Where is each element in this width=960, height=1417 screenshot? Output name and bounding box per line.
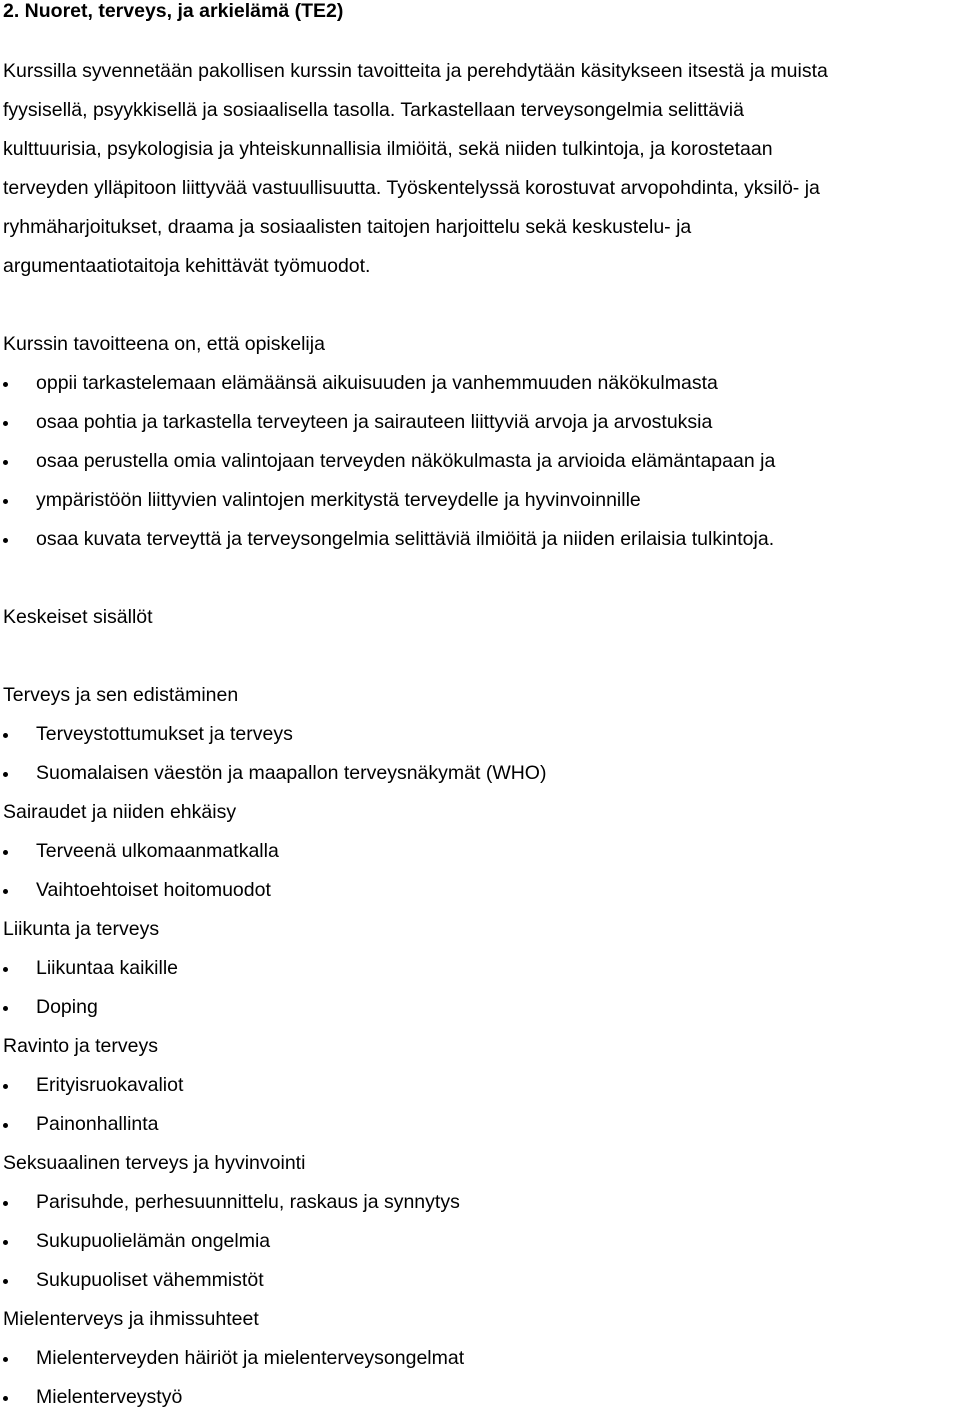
goals-title: Kurssin tavoitteena on, että opiskelija [3, 333, 325, 355]
bullet-icon [3, 733, 8, 738]
bullet-icon [3, 460, 8, 465]
list-item-text: Painonhallinta [36, 1113, 159, 1135]
bullet-icon [3, 1240, 8, 1245]
list-item-text: oppii tarkastelemaan elämäänsä aikuisuuden ja vanhemmuuden näkökulmasta [36, 372, 718, 394]
list-item-text: osaa pohtia ja tarkastella terveyteen ja sairauteen liittyviä arvoja ja arvostuksia [36, 411, 713, 433]
section-list [3, 949, 958, 1027]
section-list [3, 715, 958, 793]
bullet-icon [3, 1279, 8, 1284]
section-list [3, 1339, 958, 1417]
list-item-text: Vaihtoehtoiset hoitomuodot [36, 879, 271, 901]
bullet-icon [3, 772, 8, 777]
list-item [3, 1183, 958, 1222]
list-item-text: Mielenterveyden häiriöt ja mielenterveysongelmat [36, 1347, 465, 1369]
document-page [3, 0, 958, 1417]
spacer [3, 637, 958, 676]
intro-line: kulttuurisia, psykologisia ja yhteiskunnallisia ilmiöitä, sekä niiden tulkintoja, ja korostetaan [3, 138, 773, 160]
list-item-text: Suomalaisen väestön ja maapallon terveysnäkymät (WHO) [36, 762, 547, 784]
bullet-icon [3, 1357, 8, 1362]
list-item [3, 1378, 958, 1417]
list-item [3, 754, 958, 793]
goals-list [3, 364, 958, 559]
list-item [3, 871, 958, 910]
list-item [3, 832, 958, 871]
intro-line: ryhmäharjoitukset, draama ja sosiaalisten taitojen harjoittelu sekä keskustelu- ja [3, 216, 692, 238]
list-item [3, 715, 958, 754]
list-item-text: Liikuntaa kaikille [36, 957, 178, 979]
list-item [3, 988, 958, 1027]
list-item-text: Mielenterveystyö [36, 1386, 183, 1408]
section-list [3, 1066, 958, 1144]
section-list [3, 832, 958, 910]
course-heading: 2. Nuoret, terveys, ja arkielämä (TE2) [3, 0, 344, 22]
list-item [3, 1066, 958, 1105]
list-item [3, 949, 958, 988]
intro-line: argumentaatiotaitoja kehittävät työmuodot. [3, 255, 371, 277]
list-item [3, 520, 958, 559]
section-title: Sairaudet ja niiden ehkäisy [3, 801, 237, 823]
bullet-icon [3, 1084, 8, 1089]
bullet-icon [3, 1006, 8, 1011]
list-item [3, 1339, 958, 1378]
bullet-icon [3, 382, 8, 387]
section-list [3, 1183, 958, 1300]
bullet-icon [3, 889, 8, 894]
list-item [3, 1222, 958, 1261]
bullet-icon [3, 421, 8, 426]
bullet-icon [3, 538, 8, 543]
section-title: Ravinto ja terveys [3, 1035, 158, 1057]
intro-line: fyysisellä, psyykkisellä ja sosiaalisella tasolla. Tarkastellaan terveysongelmia selittäviä [3, 99, 744, 121]
bullet-icon [3, 499, 8, 504]
list-item [3, 403, 958, 442]
list-item [3, 364, 958, 403]
list-item-text: Sukupuolielämän ongelmia [36, 1230, 271, 1252]
intro-line: Kurssilla syvennetään pakollisen kurssin tavoitteita ja perehdytään käsitykseen itsestä ja muista [3, 60, 828, 82]
list-item [3, 1261, 958, 1300]
section-title: Mielenterveys ja ihmissuhteet [3, 1308, 259, 1330]
list-item-text: osaa perustella omia valintojaan terveyden näkökulmasta ja arvioida elämäntapaan ja [36, 450, 776, 472]
intro-paragraph [3, 52, 958, 286]
section-title: Liikunta ja terveys [3, 918, 160, 940]
bullet-icon [3, 850, 8, 855]
section-title: Terveys ja sen edistäminen [3, 684, 239, 706]
list-item-text: Terveenä ulkomaanmatkalla [36, 840, 279, 862]
spacer [3, 286, 958, 325]
bullet-icon [3, 1201, 8, 1206]
list-item-text: Terveystottumukset ja terveys [36, 723, 293, 745]
section-title: Seksuaalinen terveys ja hyvinvointi [3, 1152, 306, 1174]
list-item-text: ympäristöön liittyvien valintojen merkitystä terveydelle ja hyvinvoinnille [36, 489, 641, 511]
list-item-text: Parisuhde, perhesuunnittelu, raskaus ja synnytys [36, 1191, 460, 1213]
bullet-icon [3, 1123, 8, 1128]
list-item-text: Erityisruokavaliot [36, 1074, 184, 1096]
list-item [3, 442, 958, 481]
bullet-icon [3, 967, 8, 972]
list-item-text: Doping [36, 996, 98, 1018]
list-item-text: osaa kuvata terveyttä ja terveysongelmia selittäviä ilmiöitä ja niiden erilaisia tulkintoja. [36, 528, 775, 550]
list-item-text: Sukupuoliset vähemmistöt [36, 1269, 264, 1291]
list-item [3, 481, 958, 520]
bullet-icon [3, 1396, 8, 1401]
list-item [3, 1105, 958, 1144]
contents-title: Keskeiset sisällöt [3, 606, 153, 628]
spacer [3, 559, 958, 598]
intro-line: terveyden ylläpitoon liittyvää vastuullisuutta. Työskentelyssä korostuvat arvopohdinta, yksilö- ja [3, 177, 820, 199]
